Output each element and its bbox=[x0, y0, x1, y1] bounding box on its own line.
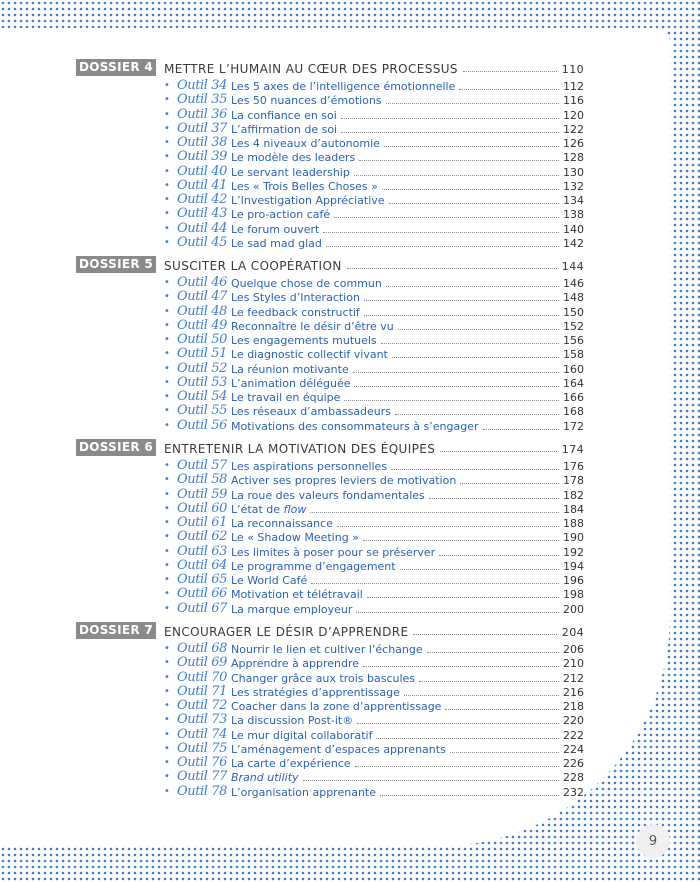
outil-number: Outil 62 bbox=[177, 529, 228, 545]
item-title: Le sad mad glad bbox=[231, 236, 322, 250]
bullet-icon: • bbox=[164, 671, 170, 683]
outil-number: Outil 75 bbox=[177, 740, 228, 756]
item-page: 140 bbox=[563, 222, 584, 236]
toc-item[interactable] bbox=[76, 276, 584, 290]
item-title: Le diagnostic collectif vivant bbox=[231, 348, 388, 362]
dot-leader bbox=[355, 766, 559, 767]
dossier-page: 204 bbox=[561, 626, 584, 639]
item-title: Le pro-action café bbox=[231, 208, 331, 222]
toc-item[interactable] bbox=[76, 459, 584, 473]
outil-number: Outil 69 bbox=[177, 655, 228, 671]
bullet-icon: • bbox=[164, 460, 170, 471]
item-page: 160 bbox=[563, 362, 584, 376]
bullet-icon: • bbox=[164, 362, 170, 374]
item-page: 138 bbox=[563, 208, 584, 222]
dot-leader bbox=[459, 89, 559, 90]
item-title: Le programme d’engagement bbox=[231, 559, 396, 573]
item-page: 122 bbox=[563, 122, 584, 136]
item-title: L’aménagement d’espaces apprenants bbox=[231, 742, 446, 756]
toc-item[interactable] bbox=[76, 473, 584, 487]
dossier-title: ENTRETENIR LA MOTIVATION DES ÉQUIPES bbox=[164, 442, 436, 456]
outil-number: Outil 36 bbox=[177, 106, 228, 122]
toc-item[interactable] bbox=[76, 150, 584, 164]
item-title bbox=[231, 771, 299, 784]
bullet-icon: • bbox=[164, 405, 170, 417]
item-title-text: L’état de bbox=[231, 502, 281, 516]
bullet-icon: • bbox=[164, 574, 170, 585]
bullet-icon: • bbox=[164, 80, 170, 91]
dot-leader bbox=[483, 429, 560, 430]
dossier-heading[interactable] bbox=[76, 622, 584, 640]
dossier-6-section bbox=[76, 439, 584, 616]
item-page: 210 bbox=[563, 657, 584, 671]
item-page: 148 bbox=[563, 291, 584, 305]
dot-leader bbox=[391, 469, 559, 470]
item-page: 176 bbox=[563, 460, 584, 473]
item-title: Motivation et télétravail bbox=[231, 588, 363, 602]
toc-item[interactable] bbox=[76, 770, 584, 784]
dot-leader bbox=[326, 246, 559, 247]
dot-leader bbox=[389, 203, 559, 204]
dot-leader bbox=[364, 315, 559, 316]
bullet-icon: • bbox=[164, 714, 170, 726]
bullet-icon: • bbox=[164, 742, 170, 754]
toc-item[interactable] bbox=[76, 742, 584, 756]
item-title-emphasis: flow bbox=[283, 502, 307, 516]
item-title: Nourrir le lien et cultiver l’échange bbox=[231, 643, 423, 656]
dossier-label: DOSSIER 4 bbox=[76, 59, 156, 76]
dot-leader bbox=[439, 555, 559, 556]
toc-item[interactable] bbox=[76, 671, 584, 685]
outil-number: Outil 44 bbox=[177, 220, 228, 236]
bullet-icon: • bbox=[164, 305, 170, 317]
item-title: L’Investigation Appréciative bbox=[231, 194, 385, 207]
item-title: Le forum ouvert bbox=[231, 222, 320, 236]
toc-item[interactable] bbox=[76, 290, 584, 304]
toc-item[interactable] bbox=[76, 516, 584, 530]
toc-item[interactable] bbox=[76, 530, 584, 544]
bullet-icon: • bbox=[164, 165, 170, 177]
dossier-page: 174 bbox=[561, 443, 584, 456]
dot-leader bbox=[367, 597, 559, 598]
item-page: 206 bbox=[563, 643, 584, 656]
item-title: L’organisation apprenante bbox=[231, 785, 376, 799]
item-title: Le modèle des leaders bbox=[231, 151, 356, 165]
item-page: 178 bbox=[563, 474, 584, 488]
item-page: 222 bbox=[563, 728, 584, 742]
dot-leader bbox=[392, 357, 559, 358]
item-title: L’animation déléguée bbox=[231, 376, 351, 390]
outil-number: Outil 58 bbox=[177, 472, 228, 488]
item-page: 120 bbox=[563, 108, 584, 122]
dot-leader bbox=[376, 738, 559, 739]
toc-item[interactable] bbox=[76, 785, 584, 799]
outil-number: Outil 48 bbox=[177, 303, 228, 319]
toc-item[interactable] bbox=[76, 79, 584, 93]
dot-leader bbox=[460, 483, 559, 484]
dot-leader bbox=[310, 512, 559, 513]
dot-leader bbox=[413, 634, 556, 635]
bullet-icon: • bbox=[164, 685, 170, 697]
dossier-label: DOSSIER 6 bbox=[76, 439, 156, 456]
item-title: Le « Shadow Meeting » bbox=[231, 531, 359, 545]
dot-leader bbox=[344, 400, 559, 401]
item-page: 182 bbox=[563, 488, 584, 502]
item-page: 194 bbox=[563, 559, 584, 573]
item-page: 184 bbox=[563, 502, 584, 516]
dossier-title: METTRE L’HUMAIN AU CŒUR DES PROCESSUS bbox=[164, 62, 458, 76]
outil-number: Outil 41 bbox=[177, 177, 228, 193]
dot-leader bbox=[334, 217, 559, 218]
toc-item[interactable] bbox=[76, 165, 584, 179]
item-title: La roue des valeurs fondamentales bbox=[231, 488, 425, 502]
item-title: Changer grâce aux trois bascules bbox=[231, 671, 416, 685]
item-title: Activer ses propres leviers de motivation bbox=[231, 474, 457, 488]
dot-leader bbox=[427, 652, 559, 653]
toc-item[interactable] bbox=[76, 685, 584, 699]
toc-item[interactable] bbox=[76, 656, 584, 670]
item-title: Apprendre à apprendre bbox=[231, 657, 360, 671]
bullet-icon: • bbox=[164, 319, 170, 331]
item-page: 218 bbox=[563, 700, 584, 713]
outil-number: Outil 38 bbox=[177, 135, 228, 150]
item-page: 126 bbox=[563, 137, 584, 150]
outil-number: Outil 53 bbox=[177, 374, 228, 390]
dossier-4-section bbox=[76, 59, 584, 250]
toc-item[interactable] bbox=[76, 333, 584, 347]
dot-leader bbox=[341, 132, 559, 133]
dossier-page: 110 bbox=[561, 63, 584, 76]
bullet-icon: • bbox=[164, 194, 170, 205]
toc-item[interactable] bbox=[76, 573, 584, 587]
outil-number: Outil 70 bbox=[177, 669, 228, 685]
item-page: 128 bbox=[563, 151, 584, 165]
item-title: Quelque chose de commun bbox=[231, 277, 382, 290]
item-title: Le feedback constructif bbox=[231, 305, 360, 319]
item-page: 226 bbox=[563, 757, 584, 770]
toc-item[interactable] bbox=[76, 136, 584, 150]
toc-item[interactable] bbox=[76, 207, 584, 221]
outil-number: Outil 67 bbox=[177, 600, 228, 616]
outil-number: Outil 59 bbox=[177, 486, 228, 502]
item-page: 112 bbox=[563, 80, 584, 93]
dot-leader bbox=[419, 681, 559, 682]
toc-item[interactable] bbox=[76, 376, 584, 390]
item-page: 134 bbox=[563, 194, 584, 207]
bullet-icon: • bbox=[164, 334, 170, 345]
toc-item[interactable] bbox=[76, 347, 584, 361]
bullet-icon: • bbox=[164, 545, 170, 557]
item-title: Les Styles d’Interaction bbox=[231, 291, 360, 305]
outil-number: Outil 60 bbox=[177, 500, 228, 516]
item-title: Reconnaître le désir d’être vu bbox=[231, 319, 394, 333]
bullet-icon: • bbox=[164, 208, 170, 220]
dot-leader bbox=[363, 540, 559, 541]
outil-number: Outil 37 bbox=[177, 120, 228, 136]
dot-leader bbox=[384, 146, 559, 147]
dossier-heading[interactable] bbox=[76, 256, 584, 274]
dot-leader bbox=[354, 386, 559, 387]
dot-leader bbox=[450, 752, 559, 753]
dot-leader bbox=[463, 71, 557, 72]
item-title: Le mur digital collaboratif bbox=[231, 728, 373, 742]
outil-number: Outil 61 bbox=[177, 515, 228, 530]
toc-item[interactable] bbox=[76, 122, 584, 136]
item-title: Les 4 niveaux d’autonomie bbox=[231, 137, 380, 150]
dot-leader bbox=[311, 583, 559, 584]
item-page: 166 bbox=[563, 391, 584, 404]
outil-number: Outil 77 bbox=[177, 769, 228, 785]
outil-number: Outil 46 bbox=[177, 275, 228, 290]
item-page: 168 bbox=[563, 405, 584, 419]
outil-number: Outil 73 bbox=[177, 712, 228, 728]
outil-number: Outil 68 bbox=[177, 641, 228, 656]
dot-leader bbox=[381, 343, 559, 344]
dot-leader bbox=[445, 709, 559, 710]
dossier-label: DOSSIER 7 bbox=[76, 622, 156, 639]
item-title: Les aspirations personnelles bbox=[231, 460, 388, 473]
bullet-icon: • bbox=[164, 236, 170, 248]
toc-item[interactable] bbox=[76, 236, 584, 250]
bullet-icon: • bbox=[164, 137, 170, 148]
outil-number: Outil 50 bbox=[177, 332, 228, 347]
dot-leader bbox=[364, 300, 559, 301]
toc-item[interactable] bbox=[76, 545, 584, 559]
item-title: La carte d’expérience bbox=[231, 757, 351, 770]
item-page: 158 bbox=[563, 348, 584, 362]
outil-number: Outil 57 bbox=[177, 458, 228, 473]
toc-item[interactable] bbox=[76, 179, 584, 193]
toc-item[interactable] bbox=[76, 559, 584, 573]
item-title: Le travail en équipe bbox=[231, 391, 341, 404]
toc-item[interactable] bbox=[76, 713, 584, 727]
dot-leader bbox=[395, 414, 559, 415]
outil-number: Outil 43 bbox=[177, 206, 228, 222]
bullet-icon: • bbox=[164, 657, 170, 669]
toc-item[interactable] bbox=[76, 390, 584, 404]
toc-item[interactable] bbox=[76, 319, 584, 333]
item-page: 164 bbox=[563, 376, 584, 390]
toc-item[interactable] bbox=[76, 587, 584, 601]
item-page: 228 bbox=[563, 771, 584, 785]
item-page: 142 bbox=[563, 236, 584, 250]
toc-item[interactable] bbox=[76, 602, 584, 616]
outil-number: Outil 54 bbox=[177, 389, 228, 404]
dossier-title: ENCOURAGER LE DÉSIR D’APPRENDRE bbox=[164, 625, 409, 639]
bullet-icon: • bbox=[164, 643, 170, 654]
bullet-icon: • bbox=[164, 291, 170, 303]
item-page: 132 bbox=[563, 179, 584, 193]
dot-leader bbox=[356, 612, 559, 613]
outil-number: Outil 66 bbox=[177, 586, 228, 602]
outil-number: Outil 49 bbox=[177, 317, 228, 333]
item-title-emphasis: Brand utility bbox=[231, 771, 299, 785]
bullet-icon: • bbox=[164, 588, 170, 600]
toc-item[interactable] bbox=[76, 362, 584, 376]
dot-leader bbox=[341, 118, 559, 119]
item-title: La réunion motivante bbox=[231, 362, 349, 376]
item-page: 192 bbox=[563, 545, 584, 559]
outil-number: Outil 51 bbox=[177, 346, 228, 362]
item-page: 188 bbox=[563, 517, 584, 530]
item-title: Les engagements mutuels bbox=[231, 334, 377, 347]
item-title: L’affirmation de soi bbox=[231, 122, 338, 136]
outil-number: Outil 55 bbox=[177, 403, 228, 419]
item-title: Les réseaux d’ambassadeurs bbox=[231, 405, 392, 419]
item-title: La confiance en soi bbox=[231, 108, 337, 122]
outil-number: Outil 45 bbox=[177, 234, 228, 250]
bullet-icon: • bbox=[164, 391, 170, 402]
item-page: 224 bbox=[563, 742, 584, 756]
item-page: 220 bbox=[563, 714, 584, 728]
toc-item[interactable] bbox=[76, 404, 584, 418]
dot-leader bbox=[323, 232, 559, 233]
toc-item[interactable] bbox=[76, 222, 584, 236]
item-page: 116 bbox=[563, 94, 584, 108]
item-page: 232 bbox=[563, 785, 584, 799]
outil-number: Outil 72 bbox=[177, 698, 228, 713]
dot-leader bbox=[382, 189, 559, 190]
dot-leader bbox=[363, 666, 559, 667]
outil-number: Outil 52 bbox=[177, 360, 228, 376]
toc-item[interactable] bbox=[76, 642, 584, 656]
dot-leader bbox=[429, 498, 559, 499]
bullet-icon: • bbox=[164, 419, 170, 431]
outil-number: Outil 35 bbox=[177, 92, 228, 108]
item-title bbox=[231, 503, 306, 516]
item-page: 150 bbox=[563, 305, 584, 319]
item-page: 146 bbox=[563, 277, 584, 290]
item-title: Le servant leadership bbox=[231, 165, 350, 179]
outil-number: Outil 63 bbox=[177, 543, 228, 559]
bullet-icon: • bbox=[164, 222, 170, 234]
dossier-page: 144 bbox=[561, 260, 584, 273]
dot-leader bbox=[398, 329, 559, 330]
item-page: 196 bbox=[563, 574, 584, 587]
toc-item[interactable] bbox=[76, 756, 584, 770]
item-title: La discussion Post-it® bbox=[231, 714, 354, 728]
bullet-icon: • bbox=[164, 122, 170, 134]
dossier-5-section bbox=[76, 256, 584, 433]
item-title: Les « Trois Belles Choses » bbox=[231, 179, 378, 193]
page-number: 9 bbox=[636, 824, 670, 858]
bullet-icon: • bbox=[164, 785, 170, 797]
item-title: Coacher dans la zone d’apprentissage bbox=[231, 700, 442, 713]
outil-number: Outil 47 bbox=[177, 289, 228, 305]
outil-number: Outil 40 bbox=[177, 163, 228, 179]
dossier-heading[interactable] bbox=[76, 439, 584, 457]
bullet-icon: • bbox=[164, 700, 170, 711]
bullet-icon: • bbox=[164, 94, 170, 106]
toc-item[interactable] bbox=[76, 305, 584, 319]
dot-leader bbox=[303, 780, 559, 781]
dot-leader bbox=[404, 695, 559, 696]
outil-number: Outil 64 bbox=[177, 557, 228, 573]
outil-number: Outil 74 bbox=[177, 726, 228, 742]
bullet-icon: • bbox=[164, 728, 170, 740]
item-title: La reconnaissance bbox=[231, 517, 333, 530]
bullet-icon: • bbox=[164, 179, 170, 191]
item-page: 198 bbox=[563, 588, 584, 602]
item-title: La marque employeur bbox=[231, 602, 353, 616]
toc-item[interactable] bbox=[76, 93, 584, 107]
outil-number: Outil 78 bbox=[177, 783, 228, 799]
toc-item[interactable] bbox=[76, 419, 584, 433]
item-title: Motivations des consommateurs à s’engager bbox=[231, 419, 479, 433]
dot-leader bbox=[347, 268, 557, 269]
dot-leader bbox=[386, 103, 559, 104]
bullet-icon: • bbox=[164, 108, 170, 120]
bullet-icon: • bbox=[164, 151, 170, 163]
toc-item[interactable] bbox=[76, 193, 584, 207]
item-title: Les limites à poser pour se préserver bbox=[231, 545, 436, 559]
dossier-heading[interactable] bbox=[76, 59, 584, 77]
dot-leader bbox=[353, 372, 559, 373]
bullet-icon: • bbox=[164, 757, 170, 768]
item-page: 130 bbox=[563, 165, 584, 179]
item-title: Les stratégies d’apprentissage bbox=[231, 685, 400, 699]
bullet-icon: • bbox=[164, 531, 170, 543]
dot-leader bbox=[354, 175, 559, 176]
dot-leader bbox=[386, 286, 559, 287]
outil-number: Outil 42 bbox=[177, 192, 228, 207]
dot-leader bbox=[400, 569, 559, 570]
dossier-7-section bbox=[76, 622, 584, 799]
bullet-icon: • bbox=[164, 502, 170, 514]
bullet-icon: • bbox=[164, 376, 170, 388]
bullet-icon: • bbox=[164, 348, 170, 360]
bullet-icon: • bbox=[164, 474, 170, 486]
item-page: 152 bbox=[563, 319, 584, 333]
bullet-icon: • bbox=[164, 488, 170, 500]
dossier-label: DOSSIER 5 bbox=[76, 256, 156, 273]
item-page: 156 bbox=[563, 334, 584, 347]
dot-leader bbox=[357, 723, 559, 724]
toc-item[interactable] bbox=[76, 488, 584, 502]
dot-leader bbox=[337, 526, 559, 527]
item-page: 200 bbox=[563, 602, 584, 616]
outil-number: Outil 56 bbox=[177, 417, 228, 433]
outil-number: Outil 65 bbox=[177, 572, 228, 587]
outil-number: Outil 39 bbox=[177, 149, 228, 165]
item-title: Les 5 axes de l’intelligence émotionnelle bbox=[231, 80, 456, 93]
item-title: Les 50 nuances d’émotions bbox=[231, 94, 382, 108]
outil-number: Outil 34 bbox=[177, 78, 228, 93]
bullet-icon: • bbox=[164, 559, 170, 571]
outil-number: Outil 76 bbox=[177, 755, 228, 770]
bullet-icon: • bbox=[164, 277, 170, 288]
dot-leader bbox=[440, 451, 556, 452]
item-page: 172 bbox=[563, 419, 584, 433]
bullet-icon: • bbox=[164, 517, 170, 528]
dot-leader bbox=[359, 160, 559, 161]
item-page: 190 bbox=[563, 531, 584, 545]
toc-item[interactable] bbox=[76, 502, 584, 516]
toc-item[interactable] bbox=[76, 699, 584, 713]
bullet-icon: • bbox=[164, 602, 170, 614]
outil-number: Outil 71 bbox=[177, 683, 228, 699]
item-page: 212 bbox=[563, 671, 584, 685]
item-title: Le World Café bbox=[231, 574, 308, 587]
item-page: 216 bbox=[563, 685, 584, 699]
bullet-icon: • bbox=[164, 771, 170, 783]
dot-leader bbox=[380, 795, 559, 796]
dossier-title: SUSCITER LA COOPÉRATION bbox=[164, 259, 342, 273]
toc-item[interactable] bbox=[76, 728, 584, 742]
toc-item[interactable] bbox=[76, 108, 584, 122]
